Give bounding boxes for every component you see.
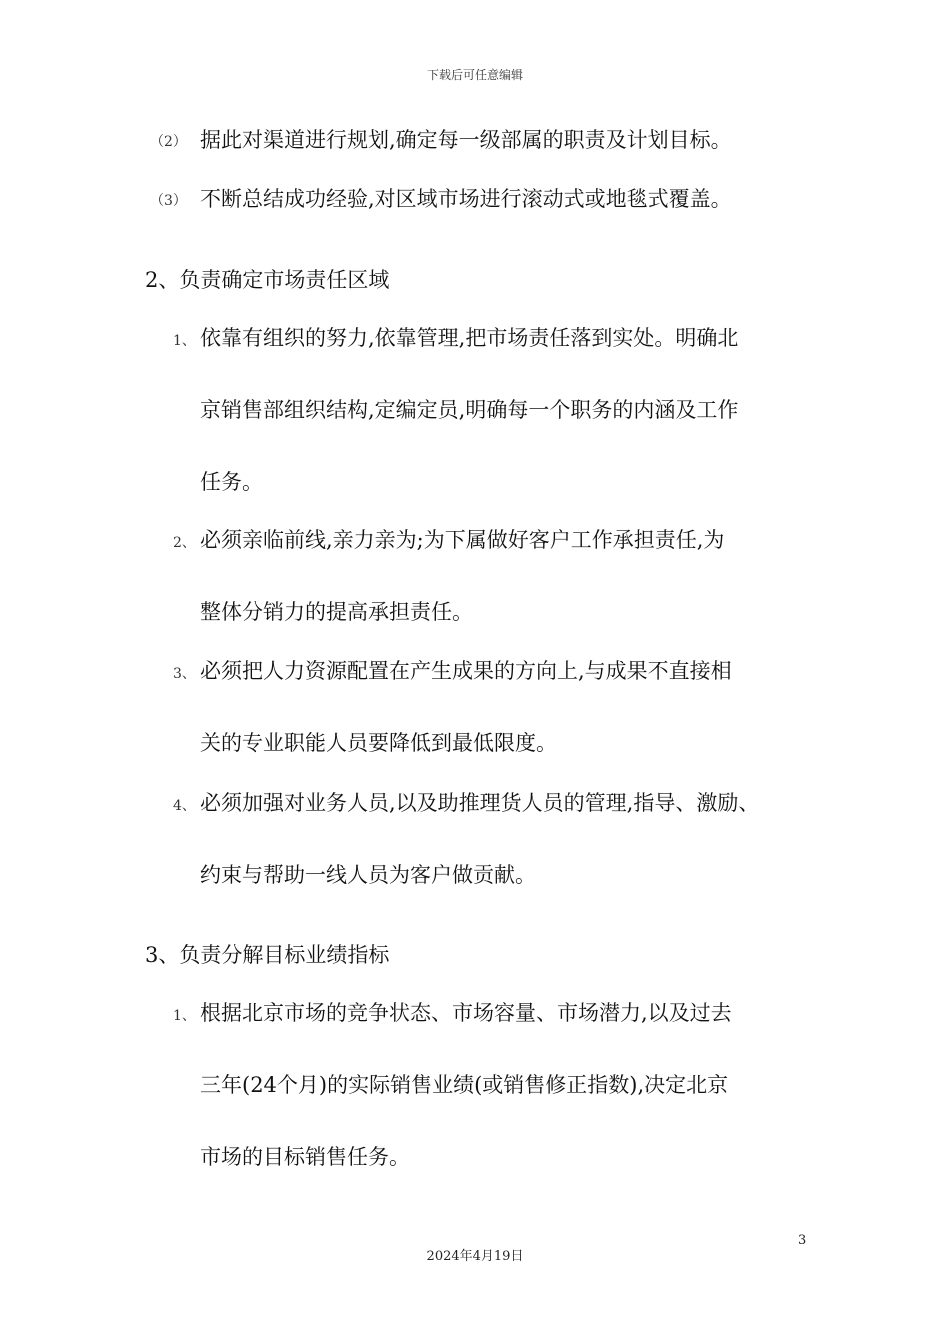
point-marker: 4、 (173, 798, 196, 814)
header-note: 下载后可任意编辑 (426, 68, 523, 82)
item-text: 据此对渠道进行规划,确定每一级部属的职责及计划目标。 (200, 128, 732, 152)
point-line: 任务。 (200, 470, 263, 494)
point-line: 关的专业职能人员要降低到最低限度。 (200, 731, 557, 755)
item-marker: （2） (150, 134, 187, 150)
point-line: 必须加强对业务人员,以及助推理货人员的管理,指导、激励、 (200, 791, 760, 815)
point-line: 必须亲临前线,亲力亲为;为下属做好客户工作承担责任,为 (200, 528, 725, 552)
point-line: 依靠有组织的努力,依靠管理,把市场责任落到实处。明确北 (200, 326, 739, 350)
item-text: 不断总结成功经验,对区域市场进行滚动式或地毯式覆盖。 (200, 187, 732, 211)
point-line: 根据北京市场的竞争状态、市场容量、市场潜力,以及过去 (200, 1001, 732, 1025)
section-heading: 2、负责确定市场责任区域 (145, 268, 390, 292)
point-marker: 2、 (173, 535, 196, 551)
footer-date: 2024年4月19日 (426, 1249, 524, 1264)
point-marker: 3、 (173, 666, 196, 682)
point-line: 约束与帮助一线人员为客户做贡献。 (200, 863, 536, 887)
point-line: 必须把人力资源配置在产生成果的方向上,与成果不直接相 (200, 659, 732, 683)
point-line: 整体分销力的提高承担责任。 (200, 600, 473, 624)
point-line: 市场的目标销售任务。 (200, 1145, 410, 1169)
point-marker: 1、 (173, 333, 196, 349)
point-line: 京销售部组织结构,定编定员,明确每一个职务的内涵及工作 (200, 398, 739, 422)
item-marker: （3） (150, 193, 187, 209)
point-marker: 1、 (173, 1008, 196, 1024)
page-number: 3 (798, 1233, 807, 1248)
point-line: 三年(24个月)的实际销售业绩(或销售修正指数),决定北京 (200, 1073, 729, 1097)
section-heading: 3、负责分解目标业绩指标 (145, 943, 390, 967)
